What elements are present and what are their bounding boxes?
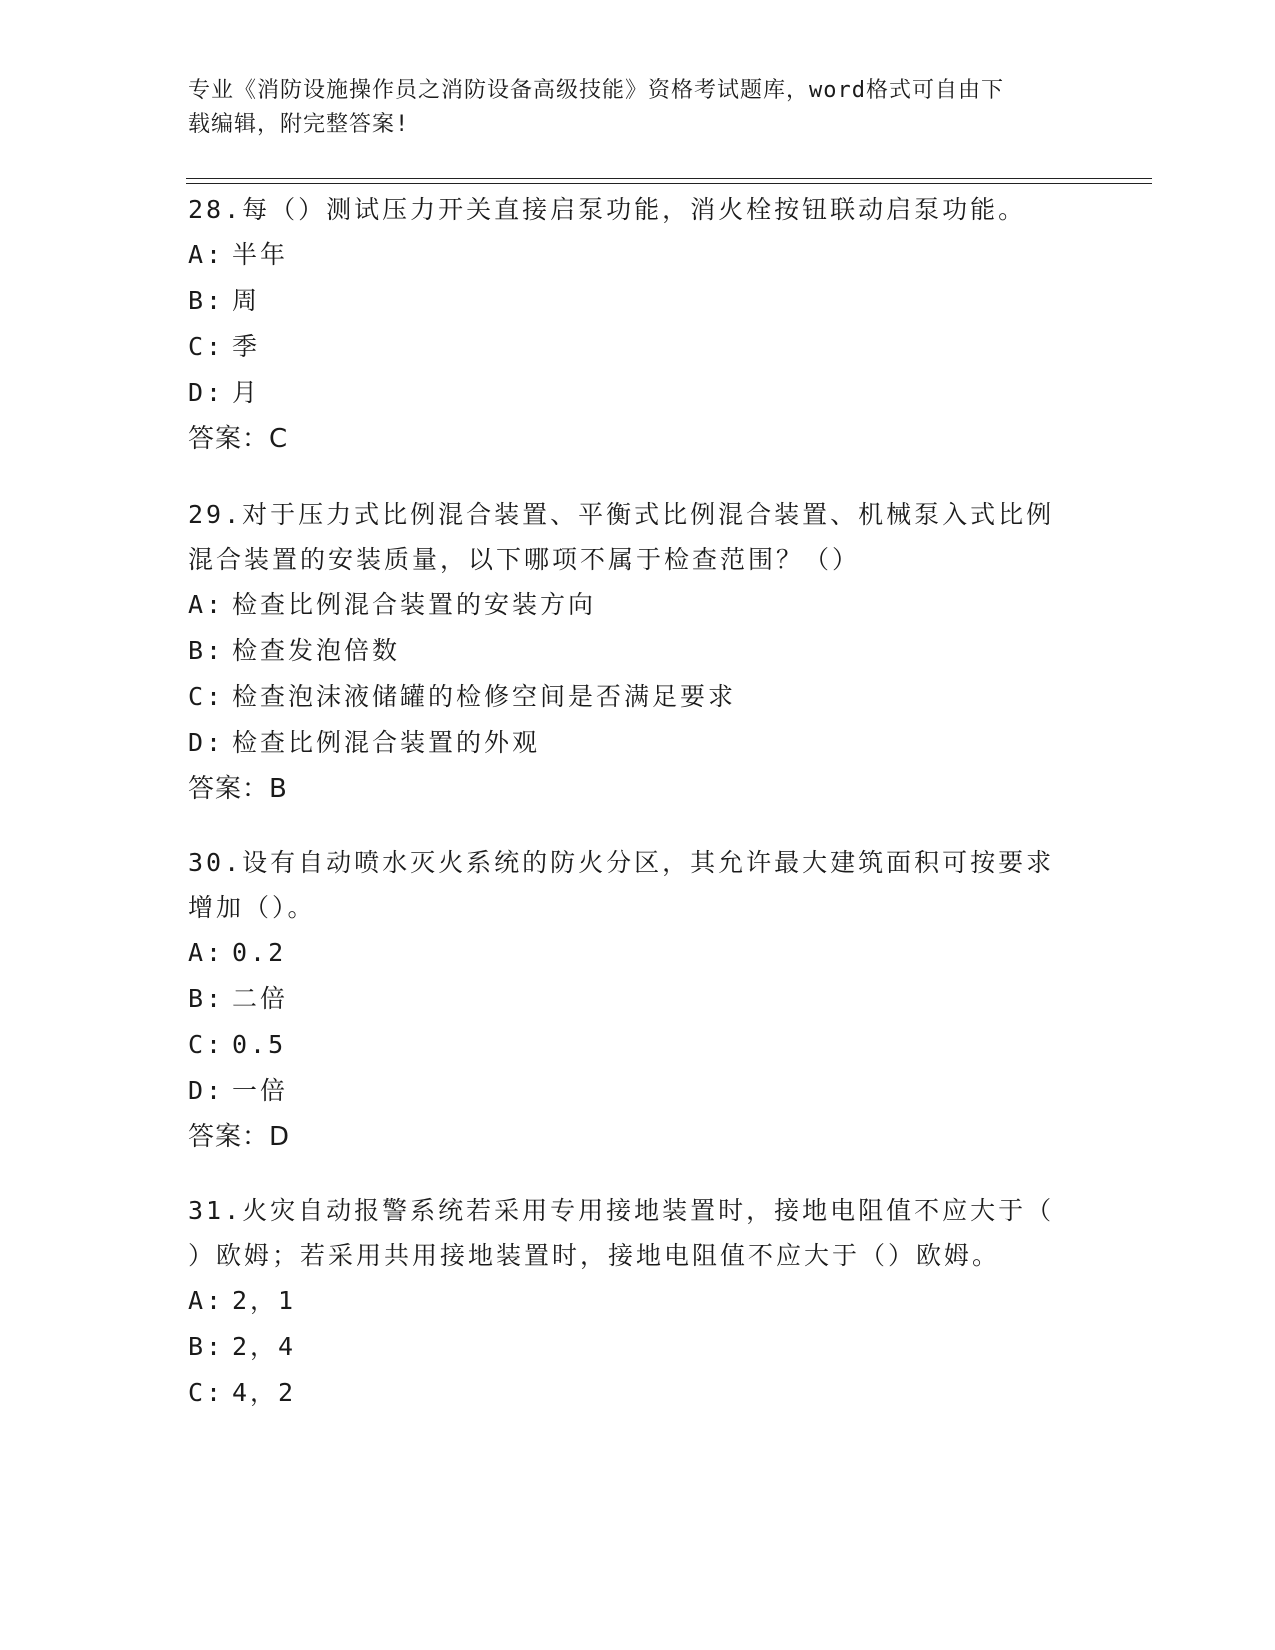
question-stem-line: 29.对于压力式比例混合装置、平衡式比例混合装置、机械泵入式比例	[188, 500, 1055, 529]
option-c: C: 季	[188, 332, 261, 361]
option-d: D: 检查比例混合装置的外观	[188, 728, 541, 757]
document-header	[188, 74, 1088, 142]
option-c: C: 检查泡沫液储罐的检修空间是否满足要求	[188, 682, 737, 711]
answer: 答案：D	[188, 1122, 291, 1152]
question-stem-line: 混合装置的安装质量，以下哪项不属于检查范围？（）	[188, 545, 861, 574]
header-divider-bottom	[186, 183, 1152, 184]
question-stem-line: 31.火灾自动报警系统若采用专用接地装置时，接地电阻值不应大于（	[188, 1196, 1055, 1225]
option-b: B: 周	[188, 286, 261, 315]
question-29	[188, 492, 1088, 812]
option-b: B: 二倍	[188, 984, 289, 1013]
header-line-1: 专业《消防设施操作员之消防设备高级技能》资格考试题库，word格式可自由下	[188, 78, 1004, 103]
answer: 答案：B	[188, 774, 288, 804]
option-a: A: 0.2	[188, 938, 287, 967]
question-30	[188, 840, 1088, 1160]
question-stem-line: 30.设有自动喷水灭火系统的防火分区，其允许最大建筑面积可按要求	[188, 848, 1055, 877]
question-31	[188, 1188, 1088, 1416]
option-b: B: 2，4	[188, 1332, 297, 1361]
option-b: B: 检查发泡倍数	[188, 636, 401, 665]
option-d: D: 一倍	[188, 1076, 289, 1105]
question-28	[188, 187, 1088, 462]
question-stem-line: ）欧姆；若采用共用接地装置时，接地电阻值不应大于（）欧姆。	[188, 1241, 1001, 1270]
option-d: D: 月	[188, 378, 261, 407]
question-stem-line: 28.每（）测试压力开关直接启泵功能，消火栓按钮联动启泵功能。	[188, 195, 1027, 224]
question-stem-line: 增加（）。	[188, 893, 316, 922]
answer: 答案：C	[188, 424, 289, 454]
option-c: C: 4，2	[188, 1378, 297, 1407]
option-a: A: 2，1	[188, 1286, 297, 1315]
header-divider-top	[186, 178, 1152, 179]
option-c: C: 0.5	[188, 1030, 287, 1059]
header-line-2: 载编辑，附完整答案!	[188, 112, 410, 137]
option-a: A: 检查比例混合装置的安装方向	[188, 590, 597, 619]
option-a: A: 半年	[188, 240, 289, 269]
